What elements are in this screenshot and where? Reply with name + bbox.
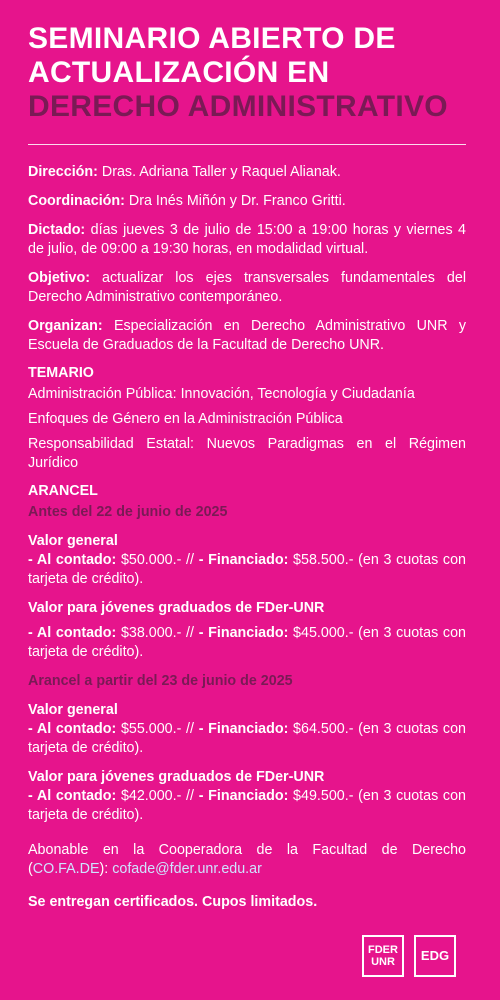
flyer xyxy=(28,22,466,918)
period-2-heading: Arancel a partir del 23 de junio de 2025 xyxy=(28,673,293,689)
direccion-paragraph xyxy=(28,163,466,182)
financiado-value: $49.500.- (en 3 cuotas con tarjeta de crédito). xyxy=(28,788,466,823)
edg-logo xyxy=(414,935,456,977)
title-line-3: DERECHO ADMINISTRATIVO xyxy=(28,90,448,123)
contado-value: $50.000.- // xyxy=(116,552,199,568)
fder-logo-line1: FDER xyxy=(368,944,398,956)
contado-value: $38.000.- // xyxy=(116,625,199,641)
direccion-label: Dirección: xyxy=(28,164,98,180)
temario-item: Enfoques de Género en la Administración Pública xyxy=(28,411,343,427)
p1-jovenes-prices xyxy=(28,624,466,662)
financiado-label: - Financiado: xyxy=(198,788,289,804)
divider xyxy=(28,144,466,145)
p2-general-label: Valor general xyxy=(28,702,118,718)
organizan-label: Organizan: xyxy=(28,318,103,334)
temario-heading: TEMARIO xyxy=(28,365,94,381)
objetivo-paragraph xyxy=(28,269,466,307)
contado-value: $55.000.- // xyxy=(116,721,199,737)
logos xyxy=(362,935,456,977)
organizan-paragraph xyxy=(28,317,466,355)
arancel-heading: ARANCEL xyxy=(28,483,98,499)
coordinacion-paragraph xyxy=(28,192,466,211)
contado-label: - Al contado: xyxy=(28,788,117,804)
financiado-label: - Financiado: xyxy=(198,721,289,737)
objetivo-label: Objetivo: xyxy=(28,270,90,286)
p2-general-prices xyxy=(28,720,466,758)
financiado-value: $45.000.- (en 3 cuotas con tarjeta de crédito). xyxy=(28,625,466,660)
title-line-2: ACTUALIZACIÓN EN xyxy=(28,56,330,89)
financiado-label: - Financiado: xyxy=(198,552,289,568)
financiado-value: $64.500.- (en 3 cuotas con tarjeta de crédito). xyxy=(28,721,466,756)
p1-general-prices xyxy=(28,551,466,589)
fder-logo-line2: UNR xyxy=(371,956,395,968)
dictado-paragraph xyxy=(28,221,466,259)
coordinacion-value: Dra Inés Miñón y Dr. Franco Gritti. xyxy=(124,193,346,209)
contado-label: - Al contado: xyxy=(28,721,117,737)
p2-jovenes-prices xyxy=(28,787,466,825)
objetivo-value: actualizar los ejes transversales fundamentales del Derecho Administrativo contemporáneo. xyxy=(28,270,466,305)
abonable-mid: ): xyxy=(99,861,113,877)
temario-item: Responsabilidad Estatal: Nuevos Paradigmas en el Régimen Jurídico xyxy=(28,436,466,471)
financiado-value: $58.500.- (en 3 cuotas con tarjeta de crédito). xyxy=(28,552,466,587)
fder-unr-logo xyxy=(362,935,404,977)
temario-item: Administración Pública: Innovación, Tecnología y Ciudadanía xyxy=(28,386,415,402)
email-link[interactable]: cofade@fder.unr.edu.ar xyxy=(112,861,262,877)
abonable-paragraph xyxy=(28,841,466,879)
p1-general-label: Valor general xyxy=(28,533,118,549)
period-1-heading: Antes del 22 de junio de 2025 xyxy=(28,504,228,520)
coordinacion-label: Coordinación: xyxy=(28,193,125,209)
dictado-label: Dictado: xyxy=(28,222,86,238)
dictado-value: días jueves 3 de julio de 15:00 a 19:00 horas y viernes 4 de julio, de 09:00 a 19:30 horas, en modalidad virtual. xyxy=(28,222,466,257)
certificados-text: Se entregan certificados. Cupos limitados. xyxy=(28,894,318,910)
direccion-value: Dras. Adriana Taller y Raquel Alianak. xyxy=(97,164,341,180)
contado-value: $42.000.- // xyxy=(116,788,199,804)
p1-jovenes-label: Valor para jóvenes graduados de FDer-UNR xyxy=(28,600,325,616)
cofade-text: CO.FA.DE xyxy=(32,861,100,877)
title-line-1: SEMINARIO ABIERTO DE xyxy=(28,22,396,55)
contado-label: - Al contado: xyxy=(28,552,117,568)
edg-logo-text: EDG xyxy=(420,948,450,963)
contado-label: - Al contado: xyxy=(28,625,117,641)
financiado-label: - Financiado: xyxy=(198,625,289,641)
p2-jovenes-label: Valor para jóvenes graduados de FDer-UNR xyxy=(28,769,325,785)
organizan-value: Especialización en Derecho Administrativo UNR y Escuela de Graduados de la Facultad de Derecho UNR. xyxy=(28,318,466,353)
abonable-text: Abonable en la Cooperadora de la Facultad de Derecho ( xyxy=(28,842,466,877)
